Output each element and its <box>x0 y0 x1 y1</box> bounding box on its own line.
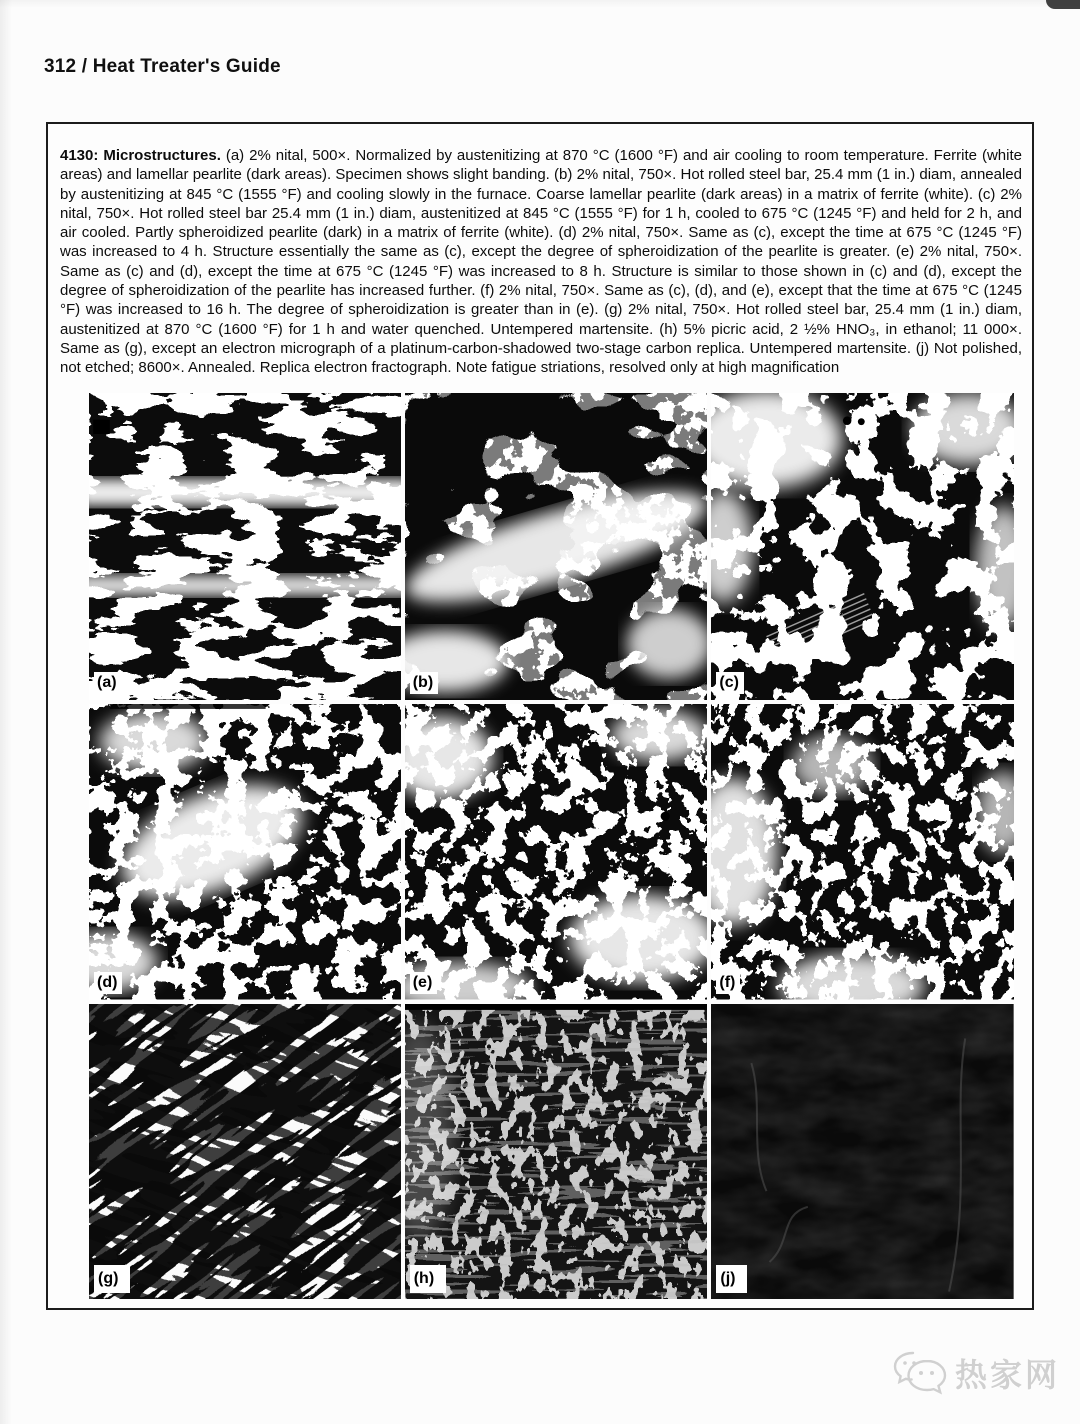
micrograph-a <box>89 393 401 700</box>
micrograph-d-image <box>89 704 401 999</box>
watermark <box>892 1350 1060 1396</box>
figure-box <box>46 122 1034 1310</box>
micrograph-f-image <box>711 704 1014 999</box>
micrograph-c <box>711 393 1014 700</box>
micrograph-e-label: (e) <box>410 972 438 994</box>
micrograph-g-image <box>89 1004 401 1299</box>
micrograph-f-label: (f) <box>716 972 740 994</box>
micrograph-b-label: (b) <box>410 672 438 694</box>
wechat-bubbles-icon <box>892 1350 948 1396</box>
micrograph-b-image <box>405 393 708 700</box>
micrograph-g-label: (g) <box>94 1265 130 1293</box>
page-header: 312 / Heat Treater's Guide <box>44 56 281 77</box>
micrograph-j-label: (j) <box>716 1265 747 1293</box>
scan-edge-shading-left <box>0 0 12 1424</box>
micrograph-h <box>405 1004 708 1299</box>
micrograph-e-image <box>405 704 708 999</box>
watermark-text: 热家网 <box>954 1357 1060 1393</box>
figure-caption-lead: 4130: Microstructures. <box>60 147 221 164</box>
micrograph-a-label: (a) <box>94 672 122 694</box>
micrograph-h-label: (h) <box>410 1265 446 1293</box>
micrograph-c-image <box>711 393 1014 700</box>
micrograph-f <box>711 704 1014 999</box>
micrograph-c-label: (c) <box>716 672 744 694</box>
micrograph-a-image <box>89 393 401 700</box>
figure-caption <box>60 146 1022 378</box>
micrograph-d-label: (d) <box>94 972 122 994</box>
micrograph-b <box>405 393 708 700</box>
scan-smudge-top-right <box>1046 0 1080 9</box>
figure-caption-body: (a) 2% nital, 500×. Normalized by austenitizing at 870 °C (1600 °F) and air cooling to room temperature. Ferrite (white areas) and lamellar pearlite (dark areas). Specimen shows slight banding. (b) 2% nital, 750×. Hot rolled steel bar, 25.4 mm (1 in.) diam, annealed by austenitizing at 845 °C (1555 °F) and cooling slowly in the furnace. Coarse lamellar pearlite (dark areas) in a matrix of ferrite (white). (c) 2% nital, 750×. Hot rolled steel bar 25.4 mm (1 in.) diam, austenitized at 845 °C (1555 °F) for 1 h, cooled to 675 °C (1245 °F) and held for 2 h, and air cooled. Partly spheroidized pearlite (dark) in a matrix of ferrite (white). (d) 2% nital, 750×. Same as (c), except the time at 675 °C (1245 °F) was increased to 4 h. Structure essentially the same as (c), except the degree of spheroidization of the pearlite is greater. (e) 2% nital, 750×. Same as (c) and (d), except the time at 675 °C (1245 °F) was increased to 8 h. Structure is similar to those shown in (c) and (d), except the degree of spheroidization of the pearlite has increased further. (f) 2% nital, 750×. Same as (c), (d), and (e), except that the time at 675 °C (1245 °F) was increased to 16 h. The degree of spheroidization is greater than in (e). (g) 2% nital, 750×. Hot rolled steel bar, 25.4 mm (1 in.) diam, austenitized at 870 °C (1600 °F) for 1 h and water quenched. Untempered martensite. (h) 5% picric acid, 2 ½% HNO₃, in ethanol; 11 000×. Same as (g), except an electron micrograph of a platinum-carbon-shadowed two-stage carbon replica. Untempered martensite. (j) Not polished, not etched; 8600×. Annealed. Replica electron fractograph. Note fatigue striations, resolved only at high magnification <box>60 147 1022 377</box>
micrograph-j-image <box>711 1004 1014 1299</box>
micrograph-g <box>89 1004 401 1299</box>
micrograph-d <box>89 704 401 999</box>
micrograph-grid <box>89 393 1014 1299</box>
micrograph-e <box>405 704 708 999</box>
scan-edge-shading-top <box>0 0 1080 8</box>
micrograph-h-image <box>405 1004 708 1299</box>
micrograph-j <box>711 1004 1014 1299</box>
